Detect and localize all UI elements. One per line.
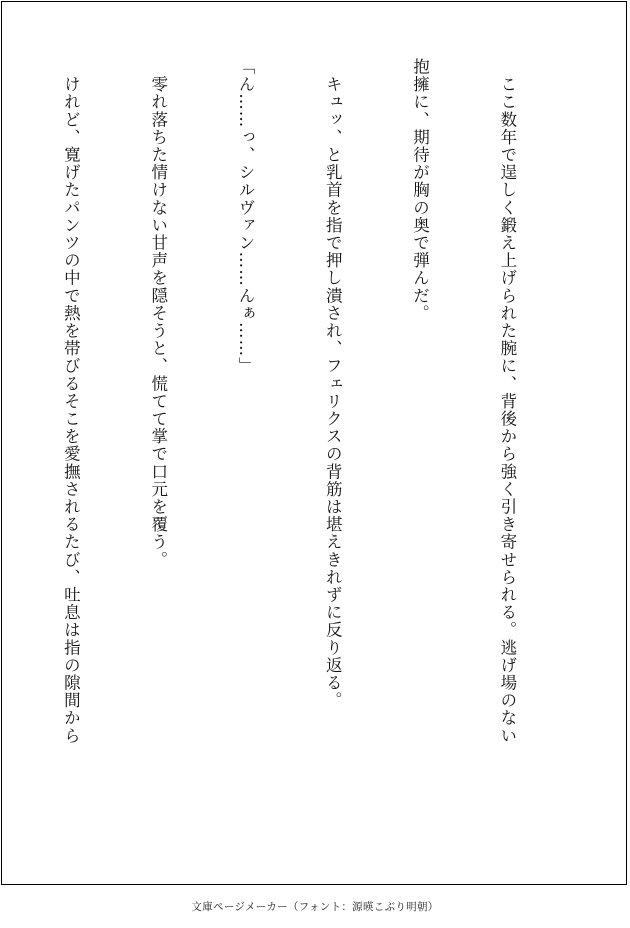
page-frame xyxy=(1,1,627,885)
text-line: けれど、寛げたパンツの中で熱を帯びるそこを愛撫されるたび、吐息は指の隙間から xyxy=(61,58,81,745)
text-line: 抱擁に、期待が胸の奥で弾んだ。 xyxy=(410,58,430,322)
text-line: 「ん……っ、シルヴァン……んぁ……」 xyxy=(235,58,255,375)
vertical-text-block xyxy=(40,58,580,838)
text-line: 零れ落ちた情けない甘声を隠そうと、慌てて掌で口元を覆う。 xyxy=(148,58,168,569)
footer-caption: 文庫ページメーカー（フォント：源暎こぶり明朝） xyxy=(191,901,439,913)
text-line: ここ数年で逞しく鍛え上げられた腕に、背後から強く引き寄せられる。逃げ場のない xyxy=(497,58,517,745)
text-line: キュッ、と乳首を指で押し潰され、フェリクスの背筋は堪えきれずに反り返る。 xyxy=(323,58,343,710)
